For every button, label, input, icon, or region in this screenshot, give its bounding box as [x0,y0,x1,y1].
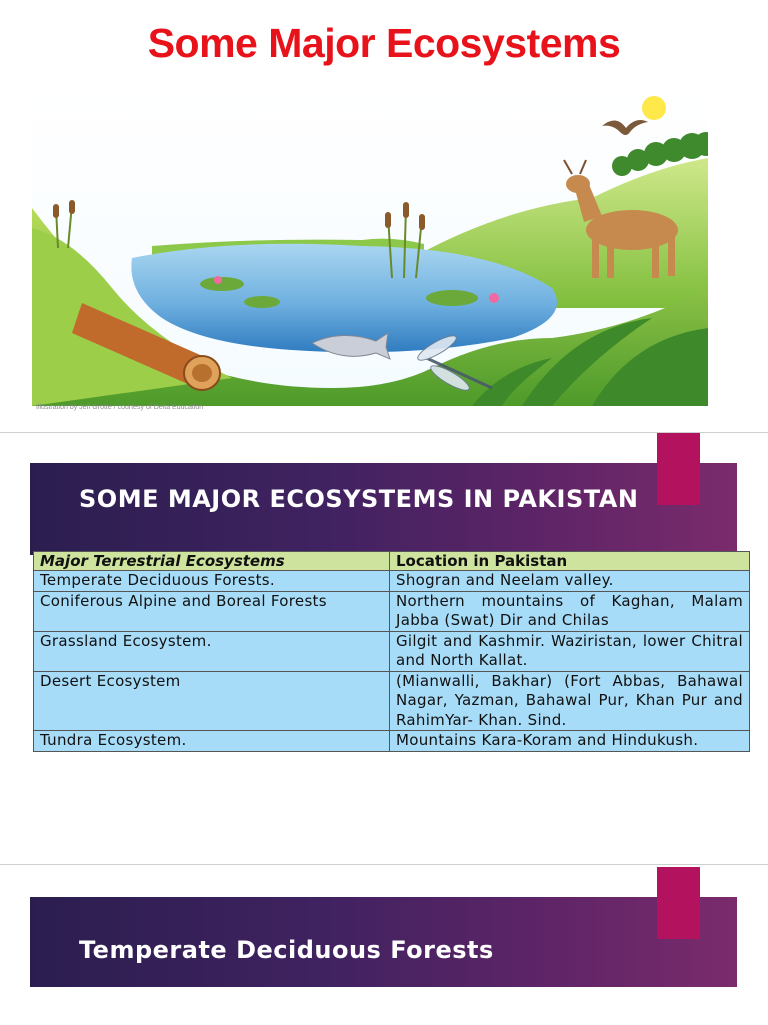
ecosystems-table [33,551,750,752]
slide-ecosystems-illustration [0,0,768,432]
slide-title: Some Major Ecosystems [147,20,621,66]
ecosystem-cell: Temperate Deciduous Forests. [34,571,390,592]
slide-temperate-deciduous-forests [0,864,768,1025]
title-banner [30,463,737,555]
slide-title: SOME MAJOR ECOSYSTEMS IN PAKISTAN [79,485,639,513]
slide-ecosystems-in-pakistan [0,432,768,865]
ecosystem-cell: Coniferous Alpine and Boreal Forests [34,591,390,631]
sun-icon [642,96,666,120]
table-row [34,591,750,631]
location-cell: Mountains Kara-Koram and Hindukush. [390,731,750,752]
table-row [34,571,750,592]
table-row [34,631,750,671]
title-banner [30,897,737,987]
ecosystem-cell: Tundra Ecosystem. [34,731,390,752]
location-cell: Shogran and Neelam valley. [390,571,750,592]
column-header: Major Terrestrial Ecosystems [34,552,390,571]
table-row [34,731,750,752]
ecosystem-illustration [32,88,708,406]
accent-bar [657,867,700,939]
accent-bar [657,433,700,505]
location-cell: (Mianwalli, Bakhar) (Fort Abbas, Bahawal Nagar, Yazman, Bahawal Pur, Khan Pur and RahimYar- Khan. Sind. [390,671,750,731]
location-cell: Northern mountains of Kaghan, Malam Jabba (Swat) Dir and Chilas [390,591,750,631]
table-header-row [34,552,750,571]
slide-title: Temperate Deciduous Forests [79,936,494,964]
illustration-credit: Illustration by Jeff Grotte / courtesy of Delta Education [36,404,204,411]
ecosystem-cell: Desert Ecosystem [34,671,390,731]
column-header: Location in Pakistan [390,552,750,571]
location-cell: Gilgit and Kashmir. Waziristan, lower Chitral and North Kallat. [390,631,750,671]
table-row [34,671,750,731]
ecosystem-cell: Grassland Ecosystem. [34,631,390,671]
